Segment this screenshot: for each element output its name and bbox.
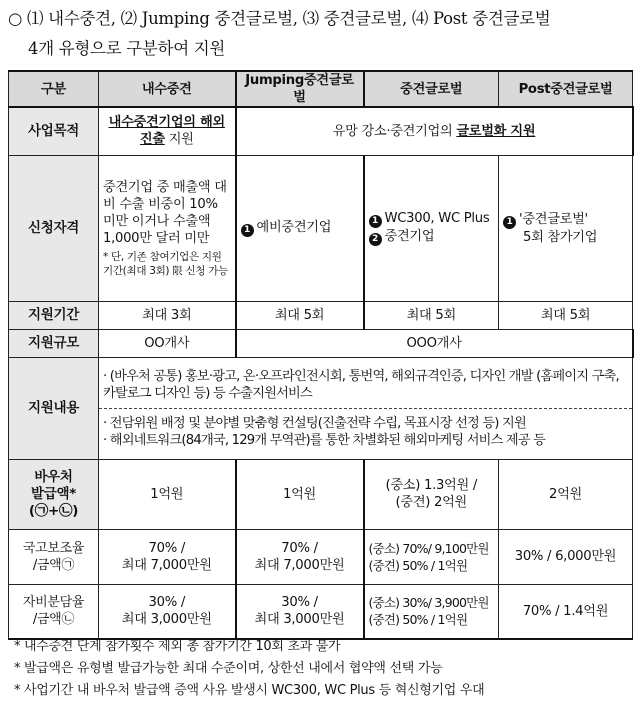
- eligibility-type3-b: 중견기업: [384, 229, 435, 244]
- row-label-content: 지원내용: [9, 357, 99, 459]
- footnotes: [14, 636, 634, 702]
- purpose-others-emph: 글로벌화 지원: [456, 123, 536, 139]
- header-type4: Post중견글로벌: [499, 71, 633, 107]
- row-label-selfpay: [9, 584, 99, 639]
- selfpay-label-1: 자비분담율: [22, 595, 85, 611]
- table-row-voucher: [9, 459, 633, 529]
- subsidy-type3-b: (중견) 50% / 1억원: [368, 557, 468, 573]
- subsidy-type3: [364, 529, 499, 584]
- subsidy-type1-b: 최대 7,000만원: [121, 557, 212, 573]
- period-type1: 최대 3회: [99, 301, 236, 329]
- voucher-type3-b: (중견) 2억원: [395, 495, 467, 510]
- voucher-type3-a: (중소) 1.3억원 /: [385, 478, 477, 493]
- content-line-1: · (바우처 공통) 홍보·광고, 온·오프라인전시회, 통번역, 해외규격인증, 디자인 개발 (홈페이지 구축, 카탈로그 디자인 등) 등 수출지원서비스: [103, 368, 619, 401]
- subsidy-type2: [236, 529, 364, 584]
- program-type-table: [8, 70, 634, 640]
- selfpay-type1-a: 30% /: [148, 595, 185, 611]
- voucher-type3: [364, 459, 499, 529]
- footnote-2: * 발급액은 유형별 발급가능한 최대 수준이며, 상한선 내에서 협약액 선택 가능: [14, 661, 443, 676]
- period-type4: 최대 5회: [499, 301, 633, 329]
- selfpay-type1: [99, 584, 236, 639]
- content-cell: [99, 357, 633, 459]
- subsidy-type2-b: 최대 7,000만원: [254, 557, 345, 573]
- subsidy-label-1: 국고보조율: [22, 540, 85, 556]
- row-label-voucher: [9, 459, 99, 529]
- scale-others: OOO개사: [236, 329, 633, 357]
- header-category: 구분: [9, 71, 99, 107]
- selfpay-type2-a: 30% /: [281, 595, 318, 611]
- intro-line-2: 4개 유형으로 구분하여 지원: [28, 39, 226, 58]
- number-2-icon: 2: [369, 233, 382, 246]
- subsidy-type3-a: (중소) 70%/ 9,100만원: [368, 540, 489, 556]
- voucher-label-3: (㉠+㉡): [28, 502, 79, 519]
- voucher-label-2: 발급액*: [31, 485, 76, 502]
- content-line-3: · 해외네트워크(84개국, 129개 무역관)를 통한 차별화된 해외마케팅 서비스 제공 등: [103, 432, 546, 448]
- header-type2: Jumping중견글로벌: [236, 71, 364, 107]
- selfpay-type3-a: (중소) 30%/ 3,900만원: [368, 595, 489, 611]
- row-label-subsidy: [9, 529, 99, 584]
- voucher-type4: 2억원: [499, 459, 633, 529]
- eligibility-type1-note: * 단, 기존 참여기업은 지원기간(최대 3회) 限 신청 가능: [103, 250, 228, 277]
- row-label-period: 지원기간: [9, 301, 99, 329]
- selfpay-type3: [364, 584, 499, 639]
- header-type1: 내수중견: [99, 71, 236, 107]
- selfpay-label-2: /금액㉡: [32, 612, 75, 628]
- table-row-purpose: [9, 107, 633, 155]
- subsidy-type1: [99, 529, 236, 584]
- selfpay-type2-b: 최대 3,000만원: [254, 612, 345, 628]
- voucher-type1: 1억원: [99, 459, 236, 529]
- selfpay-type1-b: 최대 3,000만원: [121, 612, 212, 628]
- table-row-scale: [9, 329, 633, 357]
- voucher-type2: 1억원: [236, 459, 364, 529]
- selfpay-type2: [236, 584, 364, 639]
- table-row-content: [9, 357, 633, 459]
- subsidy-label-2: /금액㉠: [32, 557, 75, 573]
- footnote-3: * 사업기간 내 바우처 발급액 증액 사유 발생시 WC300, WC Plus 등 혁신형기업 우대: [14, 683, 485, 698]
- purpose-type1-rest: 지원: [164, 132, 194, 148]
- number-1-icon: 1: [241, 224, 254, 237]
- eligibility-type2-text: 예비중견기업: [256, 220, 332, 235]
- eligibility-type4: [499, 155, 633, 301]
- selfpay-type4: 70% / 1.4억원: [499, 584, 633, 639]
- purpose-others-pre: 유망 강소·중견기업의: [332, 123, 457, 139]
- table-header-row: [9, 71, 633, 107]
- intro-text: [8, 4, 634, 64]
- eligibility-type1-main: 중견기업 중 매출액 대비 수출 비중이 10% 미만 이거나 수출액 1,000만 달러 미만: [103, 179, 227, 246]
- eligibility-type1: [99, 155, 236, 301]
- row-label-eligibility: 신청자격: [9, 155, 99, 301]
- eligibility-type4-a: '중견글로벌': [519, 211, 588, 227]
- row-label-purpose: 사업목적: [9, 107, 99, 155]
- subsidy-type4: 30% / 6,000만원: [499, 529, 633, 584]
- purpose-type1: [99, 107, 236, 155]
- purpose-others: [236, 107, 633, 155]
- table-row-period: [9, 301, 633, 329]
- eligibility-type3-a: WC300, WC Plus: [384, 211, 490, 226]
- table-row-selfpay: [9, 584, 633, 639]
- subsidy-type2-a: 70% /: [281, 540, 318, 556]
- row-label-scale: 지원규모: [9, 329, 99, 357]
- eligibility-type2: [236, 155, 364, 301]
- eligibility-type4-b: 5회 참가기업: [523, 229, 598, 245]
- intro-line-1: ○ ⑴ 내수중견, ⑵ Jumping 중견글로벌, ⑶ 중견글로벌, ⑷ Post 중견글로벌: [8, 9, 551, 28]
- number-1-icon: 1: [369, 215, 382, 228]
- table-row-eligibility: [9, 155, 633, 301]
- eligibility-type3: [364, 155, 499, 301]
- header-type3: 중견글로벌: [364, 71, 499, 107]
- purpose-type1-emph: 내수중견기업의 해외진출: [108, 115, 225, 148]
- number-1-icon: 1: [503, 216, 516, 229]
- footnote-1: * 내수중견 단계 참가횟수 제외 총 참가기간 10회 초과 불가: [14, 639, 341, 654]
- period-type3: 최대 5회: [364, 301, 499, 329]
- content-line-2: · 전담위원 배정 및 분야별 맞춤형 컨설팅(진출전략 수립, 목표시장 선정 등) 지원: [99, 408, 632, 432]
- period-type2: 최대 5회: [236, 301, 364, 329]
- subsidy-type1-a: 70% /: [148, 540, 185, 556]
- table-row-subsidy: [9, 529, 633, 584]
- voucher-label-1: 바우처: [34, 468, 73, 485]
- scale-type1: OO개사: [99, 329, 236, 357]
- selfpay-type3-b: (중견) 50% / 1억원: [368, 612, 468, 628]
